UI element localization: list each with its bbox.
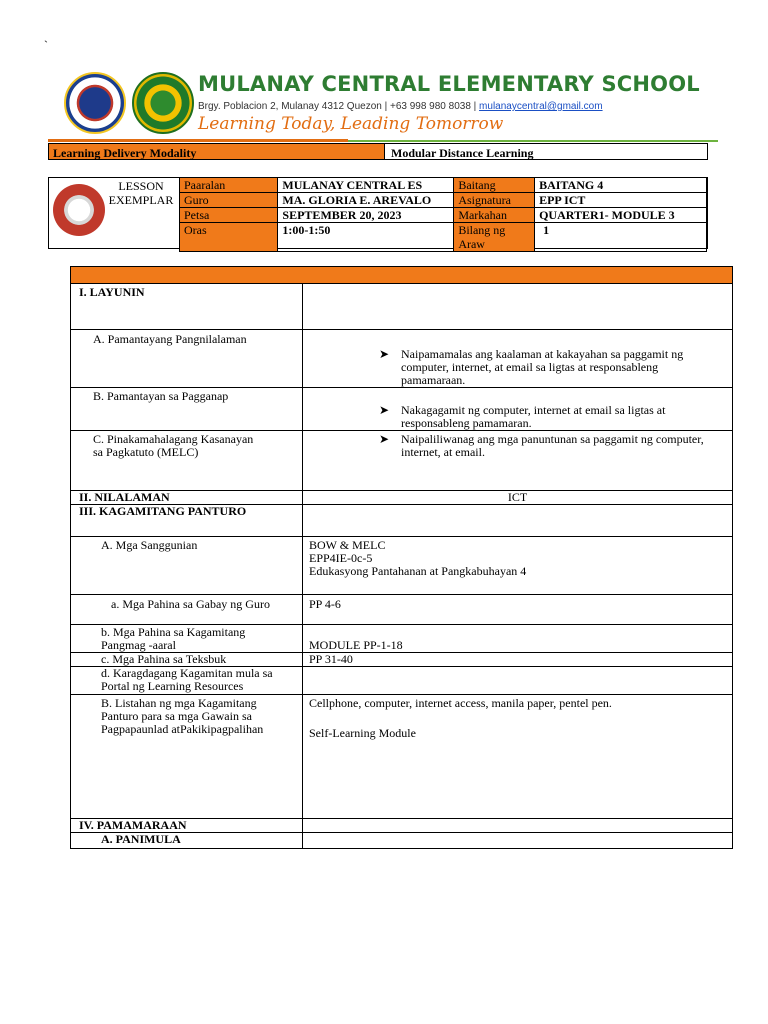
teksbuk-value: PP 31-40	[303, 653, 733, 667]
deped-seal-icon	[64, 72, 126, 134]
info-value: 1	[535, 223, 707, 252]
info-label: Baitang	[454, 178, 535, 193]
ldm-label: Learning Delivery Modality	[49, 144, 384, 159]
panimula-value	[303, 833, 733, 849]
division-logo-icon	[53, 184, 105, 236]
info-value: MA. GLORIA E. AREVALO	[278, 193, 454, 208]
list-item	[379, 348, 712, 387]
pamantayan-pagganap-label: B. Pamantayan sa Pagganap	[71, 388, 303, 431]
pamantayang-pangnilalaman-label: A. Pamantayang Pangnilalaman	[71, 330, 303, 388]
info-label: Guro	[180, 193, 278, 208]
gabay-ng-guro-label: a. Mga Pahina sa Gabay ng Guro	[71, 595, 303, 625]
info-row	[180, 208, 707, 223]
learning-delivery-modality-row	[48, 143, 708, 160]
panimula-label: A. PANIMULA	[71, 833, 303, 849]
melc-cell	[303, 431, 733, 491]
info-label: Markahan	[454, 208, 535, 223]
info-row	[180, 193, 707, 208]
stray-tick-mark: `	[44, 38, 48, 52]
nilalaman-label: II. NILALAMAN	[71, 491, 303, 505]
info-label: Petsa	[180, 208, 278, 223]
list-item	[379, 404, 712, 430]
ldm-value: Modular Distance Learning	[384, 144, 707, 159]
mga-sanggunian-label: A. Mga Sanggunian	[71, 537, 303, 595]
info-value: QUARTER1- MODULE 3	[535, 208, 707, 223]
info-row	[180, 223, 707, 252]
school-email-link[interactable]: mulanaycentral@gmail.com	[479, 101, 603, 112]
arrow-bullet-icon: ➤	[379, 432, 390, 446]
sanggunian-line: EPP4IE-0c-5	[309, 551, 373, 565]
pamantayang-pangnilalaman-cell	[303, 330, 733, 388]
listahan-kagamitan-cell	[303, 695, 733, 819]
layunin-value	[303, 284, 733, 330]
teksbuk-label: c. Mga Pahina sa Teksbuk	[71, 653, 303, 667]
listahan-line: Cellphone, computer, internet access, manila paper, pentel pen.	[309, 696, 612, 710]
kagamitang-pangmag-aaral-value: MODULE PP-1-18	[303, 625, 733, 653]
header-rule-orange	[48, 139, 348, 142]
sanggunian-line: Edukasyong Pantahanan at Pangkabuhayan 4	[309, 564, 527, 578]
lesson-info-table	[48, 177, 708, 249]
nilalaman-value: ICT	[303, 491, 733, 505]
school-address	[198, 101, 603, 112]
address-text: Brgy. Poblacion 2, Mulanay 4312 Quezon | +63 998 980 8038 |	[198, 101, 477, 112]
pamamaraan-label: IV. PAMAMARAAN	[71, 819, 303, 833]
info-label: Paaralan	[180, 178, 278, 193]
arrow-bullet-icon: ➤	[379, 347, 390, 361]
info-value: 1:00-1:50	[278, 223, 454, 252]
info-label: Oras	[180, 223, 278, 252]
info-value: EPP ICT	[535, 193, 707, 208]
pamantayang-pangnilalaman-text: Naipamamalas ang kaalaman at kakayahan sa paggamit ng computer, internet, at email sa ligtas at responsableng pamamaraan.	[401, 347, 684, 387]
sanggunian-line: BOW & MELC	[309, 538, 386, 552]
melc-text: Naipaliliwanag ang mga panuntunan sa paggamit ng computer, internet, at email.	[401, 432, 704, 459]
info-value: SEPTEMBER 20, 2023	[278, 208, 454, 223]
kagamitang-panturo-value	[303, 505, 733, 537]
gabay-ng-guro-value: PP 4-6	[303, 595, 733, 625]
pamantayan-pagganap-cell	[303, 388, 733, 431]
school-seal-icon	[132, 72, 194, 134]
karagdagang-kagamitan-label: d. Karagdagang Kagamitan mula sa Portal ng Learning Resources	[71, 667, 303, 695]
kagamitang-pangmag-aaral-label: b. Mga Pahina sa Kagamitang Pangmag -aaral	[71, 625, 303, 653]
listahan-kagamitan-label: B. Listahan ng mga Kagamitang Panturo para sa mga Gawain sa Pagpapaunlad atPakikipagpalihan	[71, 695, 303, 819]
pamamaraan-value	[303, 819, 733, 833]
arrow-bullet-icon: ➤	[379, 403, 390, 417]
karagdagang-kagamitan-value	[303, 667, 733, 695]
table-header-band	[71, 267, 733, 284]
listahan-line: Self-Learning Module	[309, 726, 416, 740]
info-row	[180, 178, 707, 193]
info-label: Asignatura	[454, 193, 535, 208]
lesson-plan-table	[70, 266, 733, 849]
layunin-label: I. LAYUNIN	[71, 284, 303, 330]
header-rule-green	[348, 140, 718, 142]
school-name: MULANAY CENTRAL ELEMENTARY SCHOOL	[198, 72, 700, 96]
school-motto: Learning Today, Leading Tomorrow	[198, 114, 504, 134]
mga-sanggunian-cell	[303, 537, 733, 595]
info-value: BAITANG 4	[535, 178, 707, 193]
melc-label: C. Pinakamahalagang Kasanayan sa Pagkatuto (MELC)	[71, 431, 303, 491]
info-value: MULANAY CENTRAL ES	[278, 178, 454, 193]
lesson-exemplar-label: LESSON EXEMPLAR	[108, 179, 174, 207]
pamantayan-pagganap-text: Nakagagamit ng computer, internet at email sa ligtas at responsableng pamamaran.	[401, 403, 666, 430]
list-item	[379, 433, 712, 459]
kagamitang-panturo-label: III. KAGAMITANG PANTURO	[71, 505, 303, 537]
info-label: Bilang ng Araw	[454, 223, 535, 252]
